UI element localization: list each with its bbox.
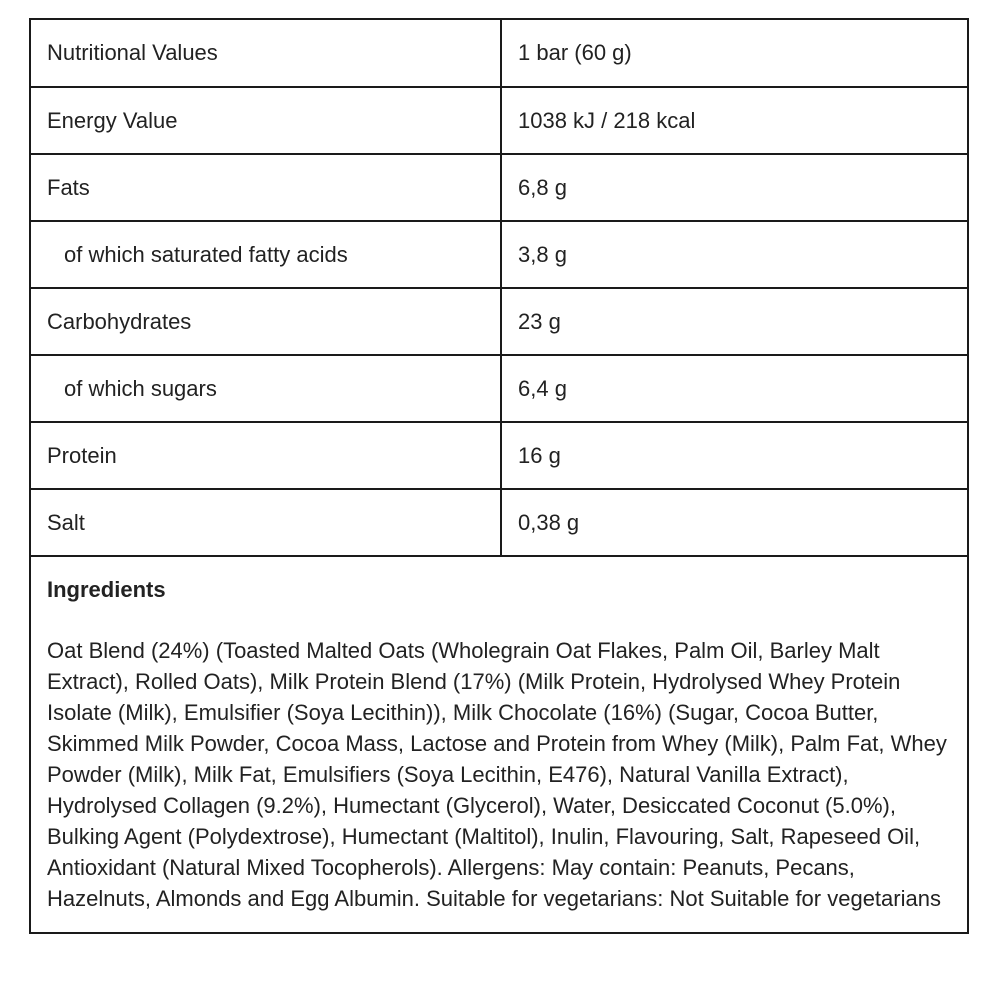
table-row [31,221,967,288]
nutrition-table [31,20,967,557]
nutrient-label: Energy Value [31,87,501,154]
nutrient-value: 1038 kJ / 218 kcal [501,87,967,154]
nutrition-sheet [29,18,969,934]
nutrient-value: 0,38 g [501,489,967,556]
table-row [31,20,967,87]
nutrient-label: Salt [31,489,501,556]
nutrient-label: Fats [31,154,501,221]
table-row [31,355,967,422]
ingredients-text: Oat Blend (24%) (Toasted Malted Oats (Wholegrain Oat Flakes, Palm Oil, Barley Malt Extract), Rolled Oats), Milk Protein Blend (17%) (Milk Protein, Hydrolysed Whey Protein Isolate (Milk), Emulsifier (Soya Lecithin)), Milk Chocolate (16%) (Sugar, Cocoa Butter, Skimmed Milk Powder, Cocoa Mass, Lactose and Protein from Whey (Milk), Palm Fat, Whey Powder (Milk), Milk Fat, Emulsifiers (Soya Lecithin, E476), Natural Vanilla Extract), Hydrolysed Collagen (9.2%), Humectant (Glycerol), Water, Desiccated Coconut (5.0%), Bulking Agent (Polydextrose), Humectant (Maltitol), Inulin, Flavouring, Salt, Rapeseed Oil, Antioxidant (Natural Mixed Tocopherols). Allergens: May contain: Peanuts, Pecans, Hazelnuts, Almonds and Egg Albumin. Suitable for vegetarians: Not Suitable for vegetarians [47,638,947,911]
table-row [31,87,967,154]
table-row [31,489,967,556]
ingredients-section [31,557,967,932]
nutrient-label: Carbohydrates [31,288,501,355]
table-row [31,422,967,489]
nutrient-sublabel: of which saturated fatty acids [31,221,501,288]
nutrient-value: 1 bar (60 g) [501,20,967,87]
ingredients-title: Ingredients [47,577,166,602]
nutrient-value: 16 g [501,422,967,489]
nutrient-label: Protein [31,422,501,489]
nutrient-label: Nutritional Values [31,20,501,87]
nutrient-value: 3,8 g [501,221,967,288]
table-row [31,154,967,221]
nutrient-sublabel: of which sugars [31,355,501,422]
nutrient-value: 6,8 g [501,154,967,221]
nutrient-value: 23 g [501,288,967,355]
nutrient-value: 6,4 g [501,355,967,422]
table-row [31,288,967,355]
